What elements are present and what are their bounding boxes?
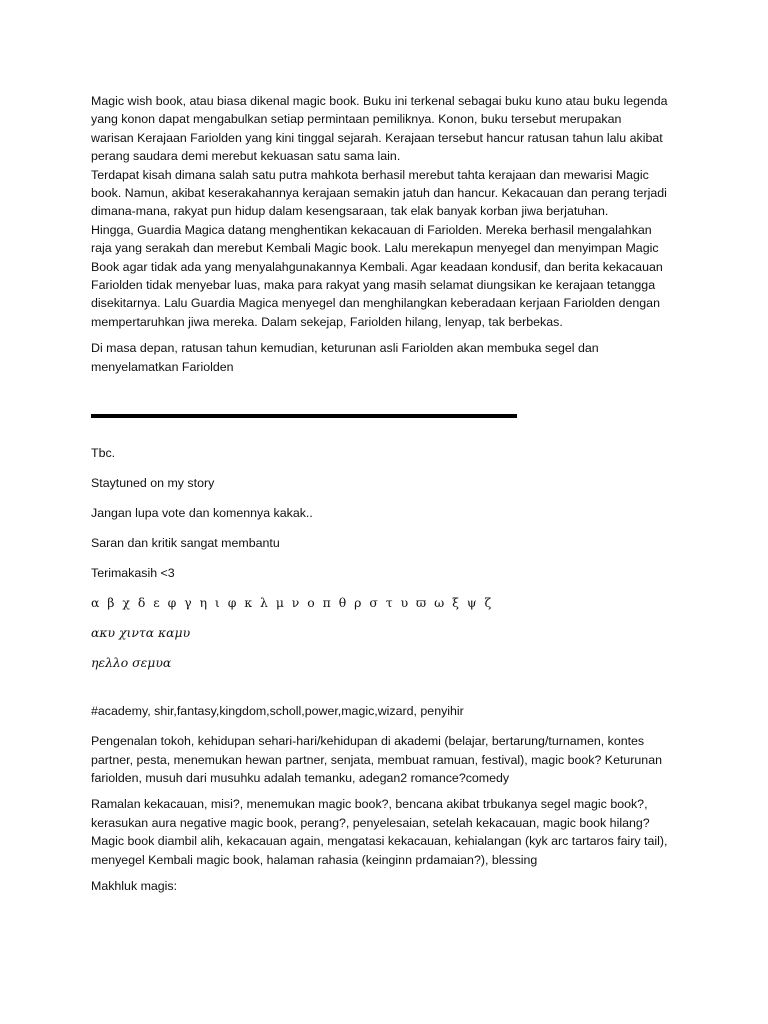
plot-paragraph-1 bbox=[91, 732, 681, 787]
text-line: Di masa depan, ratusan tahun kemudian, keturunan asli Fariolden akan membuka segel dan bbox=[91, 341, 599, 356]
text-line: warisan Kerajaan Fariolden yang kini tinggal sejarah. Kerajaan tersebut hancur ratusan tahun lalu akibat bbox=[91, 130, 663, 145]
text-line: Book agar tidak ada yang menyalahgunakannya Kembali. Agar keadaan kondusif, dan berita kekacauan bbox=[91, 259, 663, 274]
text-line: Hingga, Guardia Magica datang menghentikan kekacauan di Fariolden. Mereka berhasil mengalahkan bbox=[91, 222, 652, 237]
text-line: perang saudara demi merebut kekuasan satu sama lain. bbox=[91, 149, 401, 164]
plot-paragraph-2 bbox=[91, 795, 681, 869]
spacer bbox=[91, 684, 681, 702]
text-line: yang konon dapat mengabulkan setiap permintaan pemiliknya. Konon, buku tersebut merupakan bbox=[91, 112, 622, 127]
text-line: partner, pesta, menemukan hewan partner, senjata, membuat ramuan, festival), magic book? Keturunan bbox=[91, 752, 662, 767]
note-thanks: Terimakasih <3 bbox=[91, 566, 175, 581]
text-line: fariolden, musuh dari musuhku adalah temanku, adegan2 romance?comedy bbox=[91, 770, 510, 785]
text-line: dimana-mana, rakyat pun hidup dalam kesengsaraan, tak elak banyak korban jiwa berjatuhan. bbox=[91, 204, 609, 219]
creatures-heading: Makhluk magis: bbox=[91, 878, 178, 893]
document-page bbox=[91, 92, 681, 907]
greek-alphabet: α β χ δ ε φ γ η ι φ κ λ μ ν ο π θ ρ σ τ υ ϖ ω ξ ψ ζ bbox=[91, 595, 494, 611]
text-line: book. Namun, akibat keserakahannya kerajaan semakin jatuh dan hancur. Kekacauan dan perang terjadi bbox=[91, 186, 667, 201]
note-staytuned: Staytuned on my story bbox=[91, 476, 215, 491]
text-line: menyegel Kembali magic book, halaman rahasia (keinginn prdamaian?), blessing bbox=[91, 852, 538, 867]
text-line: Magic book diambil alih, kekacauan again, mengatasi kekacauan, kehialangan (kyk arc tartaros fairy tail), bbox=[91, 834, 668, 849]
text-line: mempertaruhkan jiwa mereka. Dalam sekejap, Fariolden hilang, lenyap, tak berbekas. bbox=[91, 314, 563, 329]
text-line: Pengenalan tokoh, kehidupan sehari-hari/kehidupan di akademi (belajar, bertarung/turnamen, kontes bbox=[91, 734, 645, 749]
text-line: Ramalan kekacauan, misi?, menemukan magic book?, bencana akibat trbukanya segel magic book?, bbox=[91, 797, 648, 812]
future-paragraph bbox=[91, 339, 681, 376]
note-tbc: Tbc. bbox=[91, 446, 116, 461]
tags-line: #academy, shir,fantasy,kingdom,scholl,power,magic,wizard, penyihir bbox=[91, 704, 464, 719]
text-line: kerasukan aura negative magic book, perang?, penyelesaian, setelah kekacauan, magic book hilang? bbox=[91, 815, 650, 830]
text-line: Fariolden tidak menyebar luas, maka para rakyat yang masih selamat diungsikan ke kerajaan tetangga bbox=[91, 278, 656, 293]
text-line: Terdapat kisah dimana salah satu putra mahkota berhasil merebut tahta kerajaan dan mewarisi Magic bbox=[91, 167, 649, 182]
note-vote: Jangan lupa vote dan komennya kakak.. bbox=[91, 506, 313, 521]
greek-line-1: ακυ χιντα καμυ bbox=[91, 625, 191, 641]
text-line: raja yang serakah dan merebut Kembali Magic book. Lalu merekapun menyegel dan menyimpan Magic bbox=[91, 241, 659, 256]
intro-paragraph bbox=[91, 92, 681, 331]
text-line: Magic wish book, atau biasa dikenal magic book. Buku ini terkenal sebagai buku kuno atau buku legenda bbox=[91, 94, 668, 108]
text-line: disekitarnya. Lalu Guardia Magica menyegel dan menghilangkan keberadaan kerjaan Fariolden dengan bbox=[91, 296, 660, 311]
greek-line-2: ηελλο σεμυα bbox=[91, 655, 172, 671]
note-feedback: Saran dan kritik sangat membantu bbox=[91, 536, 280, 551]
horizontal-rule bbox=[91, 414, 517, 418]
text-line: menyelamatkan Fariolden bbox=[91, 359, 234, 374]
